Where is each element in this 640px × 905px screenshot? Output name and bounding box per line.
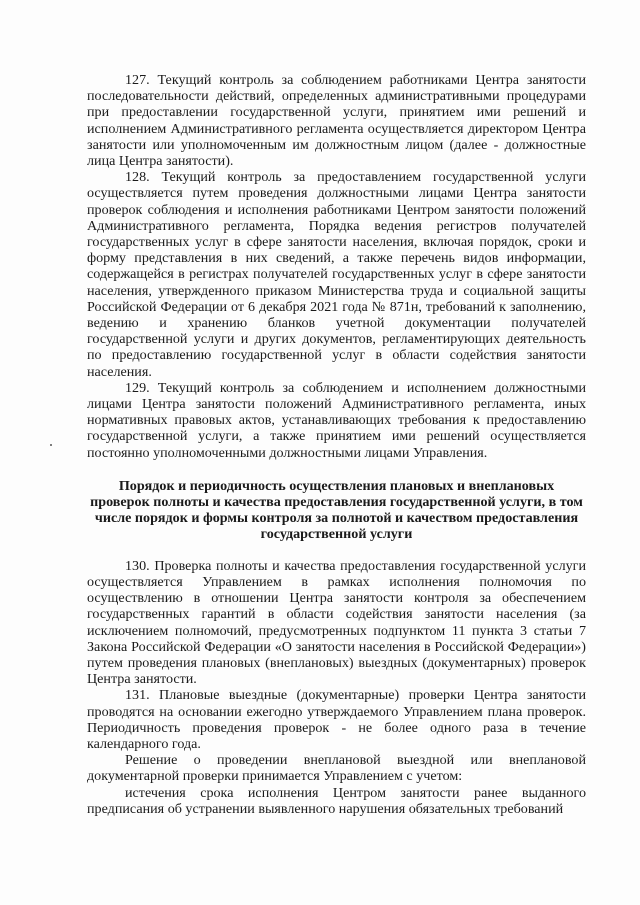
paragraph-127: 127. Текущий контроль за соблюдением работниками Центра занятости последовательности действий, определенных административными процедурами при предоставлении государственной услуги, принятием ими решений и исполнением Административного регламента осуществляется директором Центра занятости или уполномоченным им должностным лицом (далее - должностные лица Центра занятости). (87, 72, 586, 170)
section-heading: Порядок и периодичность осуществления плановых и внеплановых проверок полноты и качества предоставления государственной услуги, в том числе порядок и формы контроля за полнотой и качеством предоставления государственной услуги (90, 477, 583, 543)
paragraph-131: 131. Плановые выездные (документарные) проверки Центра занятости проводятся на основании ежегодно утверждаемого Управлением плана проверок. Периодичность проведения проверок - не более одного раза в течение календарного года. (87, 687, 586, 752)
paragraph-130: 130. Проверка полноты и качества предоставления государственной услуги осуществляется Управлением в рамках исполнения полномочия по осуществлению в отношении Центра занятости контроля за обеспечением государственных гарантий в области содействия занятости населения (за исключением полномочий, предусмотренных подпунктом 11 пункта 3 статьи 7 Закона Российской Федерации «О занятости населения в Российской Федерации») путем проведения плановых (внеплановых) выездных (документарных) проверок Центра занятости. (87, 557, 586, 688)
paragraph-128: 128. Текущий контроль за предоставлением государственной услуги осуществляется путем проведения должностными лицами Центра занятости проверок соблюдения и исполнения работниками Центром занятости положений Административного регламента, Порядка ведения регистров получателей государственных услуг в сфере занятости населения, включая порядок, сроки и форму представления в них сведений, а также перечень видов информации, содержащейся в регистрах получателей государственных услуг в сфере занятости населения, утвержденного приказом Министерства труда и социальной защиты Российской Федерации от 6 декабря 2021 года № 871н, требований к заполнению, ведению и хранению бланков учетной документации получателей государственной услуги и других документов, регламентирующих деятельность по предоставлению государственной услуг в области содействия занятости населения. (87, 169, 586, 380)
scan-speck (50, 444, 52, 446)
paragraph-decision: Решение о проведении внеплановой выездной или внеплановой документарной проверки принимается Управлением с учетом: (87, 752, 586, 785)
document-body (87, 72, 586, 817)
paragraph-expiry: истечения срока исполнения Центром занятости ранее выданного предписания об устранении выявленного нарушения обязательных требований (87, 784, 586, 817)
paragraph-129: 129. Текущий контроль за соблюдением и исполнением должностными лицами Центра занятости положений Административного регламента, иных нормативных правовых актов, устанавливающих требования к предоставлению государственной услуги, а также принятием ими решений осуществляется постоянно уполномоченными должностными лицами Управления. (87, 379, 586, 461)
